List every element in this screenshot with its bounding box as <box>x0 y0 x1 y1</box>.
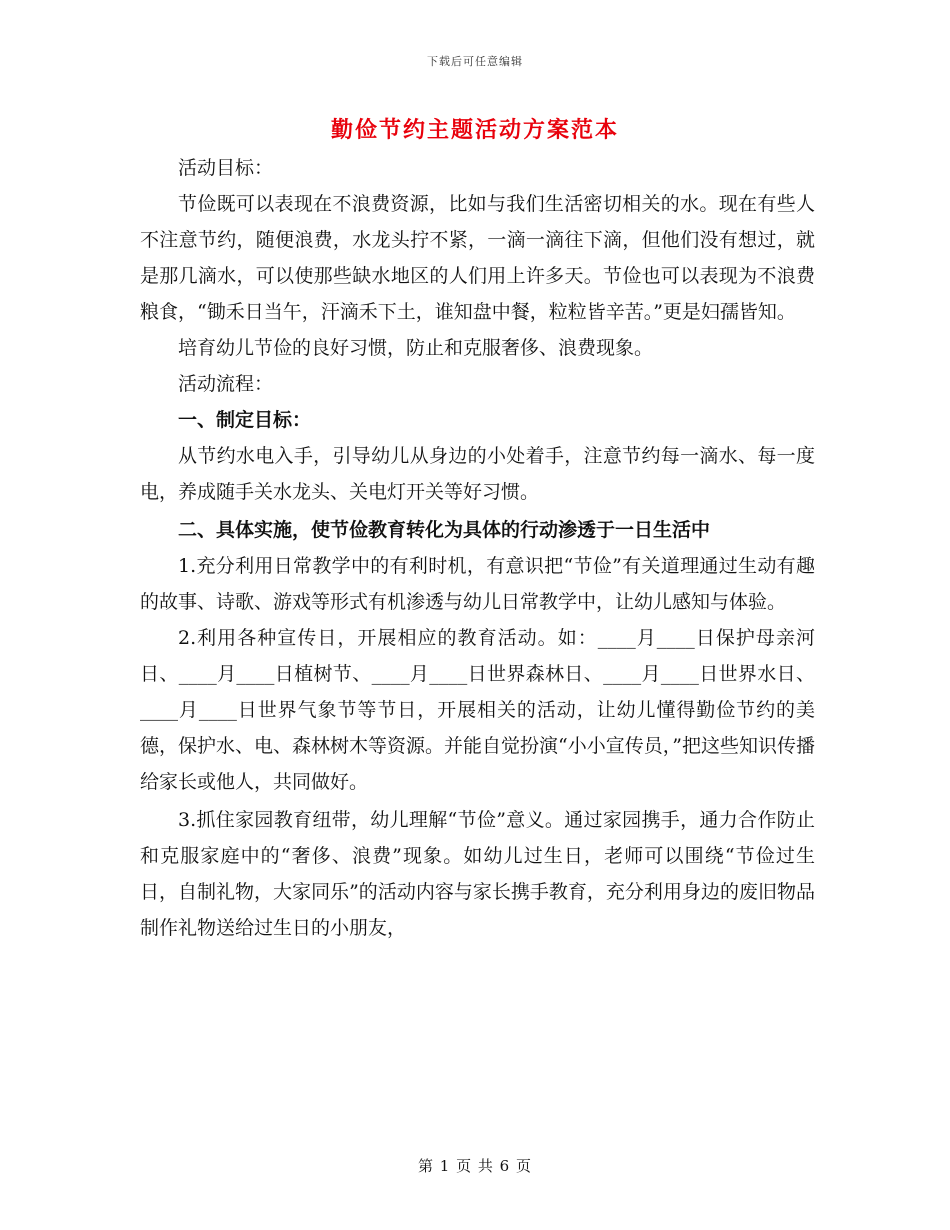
list-item-2: 2.利用各种宣传日，开展相应的教育活动。如：____月____日保护母亲河日、____月____日植树节、____月____日世界森林日、____月____日世界水日、____月____日世界气象节等节日，开展相关的活动，让幼儿懂得勤俭节约的美德，保护水、电、森林树木等资源。并能自觉扮演“小小宣传员，”把这些知识传播给家长或他人，共同做好。 <box>140 627 815 793</box>
document-body <box>140 150 815 946</box>
document-title: 勤俭节约主题活动方案范本 <box>330 117 619 143</box>
page-number: 第 1 页 共 6 页 <box>418 1157 532 1175</box>
paragraph-goal-text: 节俭既可以表现在不浪费资源，比如与我们生活密切相关的水。现在有些人不注意节约，随便浪费，水龙头拧不紧，一滴一滴往下滴，但他们没有想过，就是那几滴水，可以使那些缺水地区的人们用上许多天。节俭也可以表现为不浪费粮食，“锄禾日当午，汗滴禾下土，谁知盘中餐，粒粒皆辛苦。”更是妇孺皆知。 <box>140 193 815 323</box>
page-header-note: 下载后可任意编辑 <box>427 55 523 68</box>
section-heading-1: 一、制定目标： <box>178 409 312 431</box>
paragraph-process-heading: 活动流程： <box>178 373 274 395</box>
list-item-3: 3.抓住家园教育纽带，幼儿理解“节俭”意义。通过家园携手，通力合作防止和克服家庭中的“奢侈、浪费”现象。如幼儿过生日，老师可以围绕“节俭过生日，自制礼物，大家同乐”的活动内容与家长携手教育，充分利用身边的废旧物品制作礼物送给过生日的小朋友， <box>140 809 815 939</box>
list-item-1: 1.充分利用日常教学中的有利时机，有意识把“节俭”有关道理通过生动有趣的故事、诗歌、游戏等形式有机渗透与幼儿日常教学中，让幼儿感知与体验。 <box>140 555 815 613</box>
section-heading-2: 二、具体实施，使节俭教育转化为具体的行动渗透于一日生活中 <box>178 519 711 541</box>
paragraph-section-1: 从节约水电入手，引导幼儿从身边的小处着手，注意节约每一滴水、每一度电，养成随手关水龙头、关电灯开关等好习惯。 <box>140 445 815 503</box>
paragraph-goal-summary: 培育幼儿节俭的良好习惯，防止和克服奢侈、浪费现象。 <box>178 337 654 359</box>
paragraph-goal-heading: 活动目标： <box>178 157 274 179</box>
